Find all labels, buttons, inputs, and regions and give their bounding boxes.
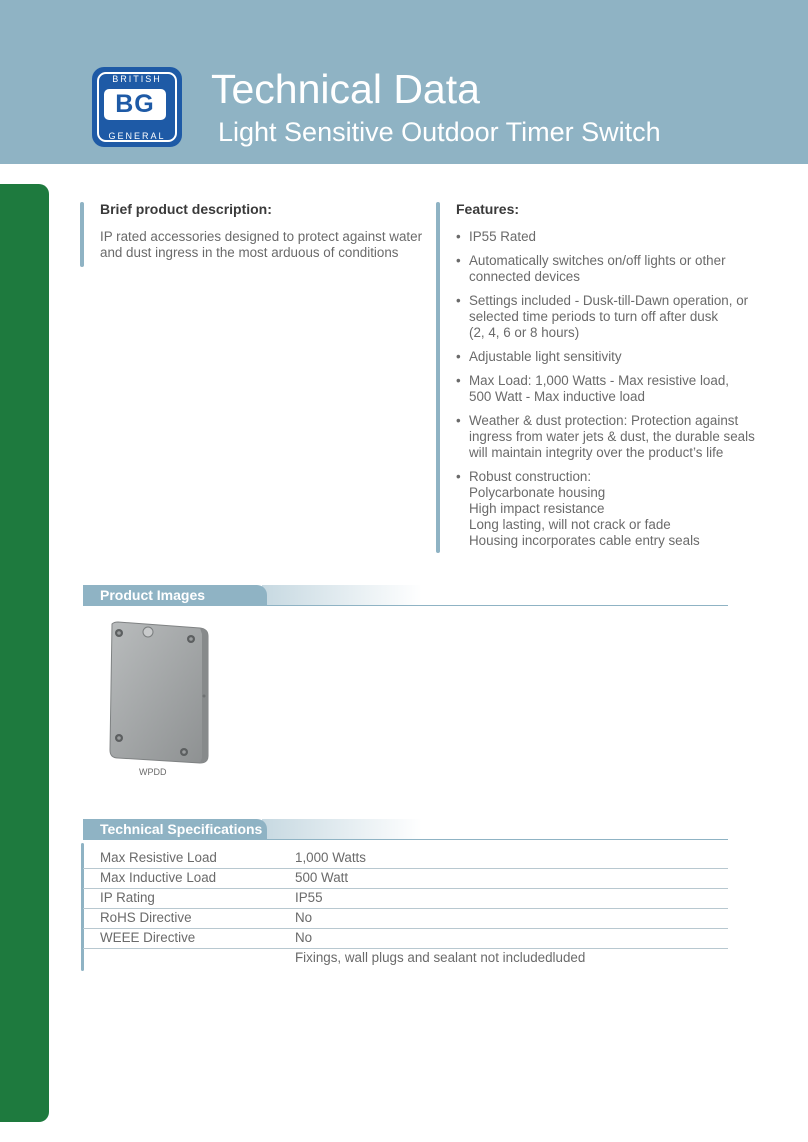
feature-item <box>456 229 756 245</box>
feature-line: 500 Watt - Max inductive load <box>469 389 645 404</box>
side-accent-bar <box>0 184 49 1122</box>
feature-item <box>456 373 756 405</box>
feature-item <box>456 413 756 461</box>
feature-line: Polycarbonate housing <box>469 485 606 500</box>
spec-label: Max Inductive Load <box>100 870 217 885</box>
feature-item <box>456 349 756 365</box>
page-title: Technical Data <box>211 66 480 112</box>
feature-line: • Adjustable light sensitivity <box>469 349 622 364</box>
feature-line: • Robust construction: <box>469 469 592 484</box>
header-banner <box>0 0 808 164</box>
feature-line: (2, 4, 6 or 8 hours) <box>469 325 580 340</box>
spec-label: IP Rating <box>100 890 155 905</box>
logo-mark: BG <box>104 89 166 120</box>
feature-line: • IP55 Rated <box>469 229 536 244</box>
specs-divider <box>81 843 84 971</box>
spec-label: Max Resistive Load <box>100 850 217 865</box>
spec-note-row <box>100 948 728 968</box>
feature-line: Housing incorporates cable entry seals <box>469 533 700 548</box>
spec-note: Fixings, wall plugs and sealant not includedluded <box>295 950 586 965</box>
spec-value: No <box>295 910 313 925</box>
feature-line: • Weather & dust protection: Protection against <box>469 413 739 428</box>
feature-line: High impact resistance <box>469 501 605 516</box>
features-list <box>456 229 756 557</box>
product-photo-timer-switch <box>104 618 214 766</box>
description-divider <box>80 202 84 267</box>
spec-value: No <box>295 930 313 945</box>
spec-value: 1,000 Watts <box>295 850 366 865</box>
feature-line: selected time periods to turn off after dusk <box>469 309 719 324</box>
feature-line: • Settings included - Dusk-till-Dawn operation, or <box>469 293 749 308</box>
feature-line: Long lasting, will not crack or fade <box>469 517 671 532</box>
page-subtitle: Light Sensitive Outdoor Timer Switch <box>218 117 661 147</box>
feature-line: • Automatically switches on/off lights or other <box>469 253 726 268</box>
logo-top-text: BRITISH <box>112 74 162 84</box>
bg-logo <box>92 67 182 147</box>
spec-row <box>100 868 728 888</box>
tab-fade <box>262 819 422 840</box>
spec-label: WEEE Directive <box>100 930 196 945</box>
feature-line: ingress from water jets & dust, the durable seals <box>469 429 755 444</box>
spec-row <box>100 908 728 928</box>
feature-item <box>456 469 756 549</box>
description-line: and dust ingress in the most arduous of conditions <box>100 245 399 260</box>
product-images-tab: Product Images <box>83 585 267 606</box>
feature-line: • Max Load: 1,000 Watts - Max resistive load, <box>469 373 729 388</box>
feature-line: connected devices <box>469 269 580 284</box>
feature-item <box>456 293 756 341</box>
feature-line: will maintain integrity over the product’s life <box>469 445 724 460</box>
features-heading: Features: <box>456 201 520 217</box>
product-caption: WPDD <box>139 767 167 777</box>
spec-value: IP55 <box>295 890 323 905</box>
product-images-rule <box>83 605 728 606</box>
spec-row <box>100 928 728 948</box>
description-text <box>100 229 422 261</box>
description-line: IP rated accessories designed to protect against water <box>100 229 423 244</box>
spec-row <box>100 848 728 868</box>
spec-label: RoHS Directive <box>100 910 192 925</box>
tab-fade <box>262 585 422 606</box>
description-heading: Brief product description: <box>100 201 272 217</box>
spec-row <box>100 888 728 908</box>
features-divider <box>436 202 440 553</box>
technical-specs-tab: Technical Specifications <box>83 819 267 840</box>
spec-value: 500 Watt <box>295 870 349 885</box>
technical-specs-rule <box>83 839 728 840</box>
logo-bottom-text: GENERAL <box>108 131 166 141</box>
feature-item <box>456 253 756 285</box>
